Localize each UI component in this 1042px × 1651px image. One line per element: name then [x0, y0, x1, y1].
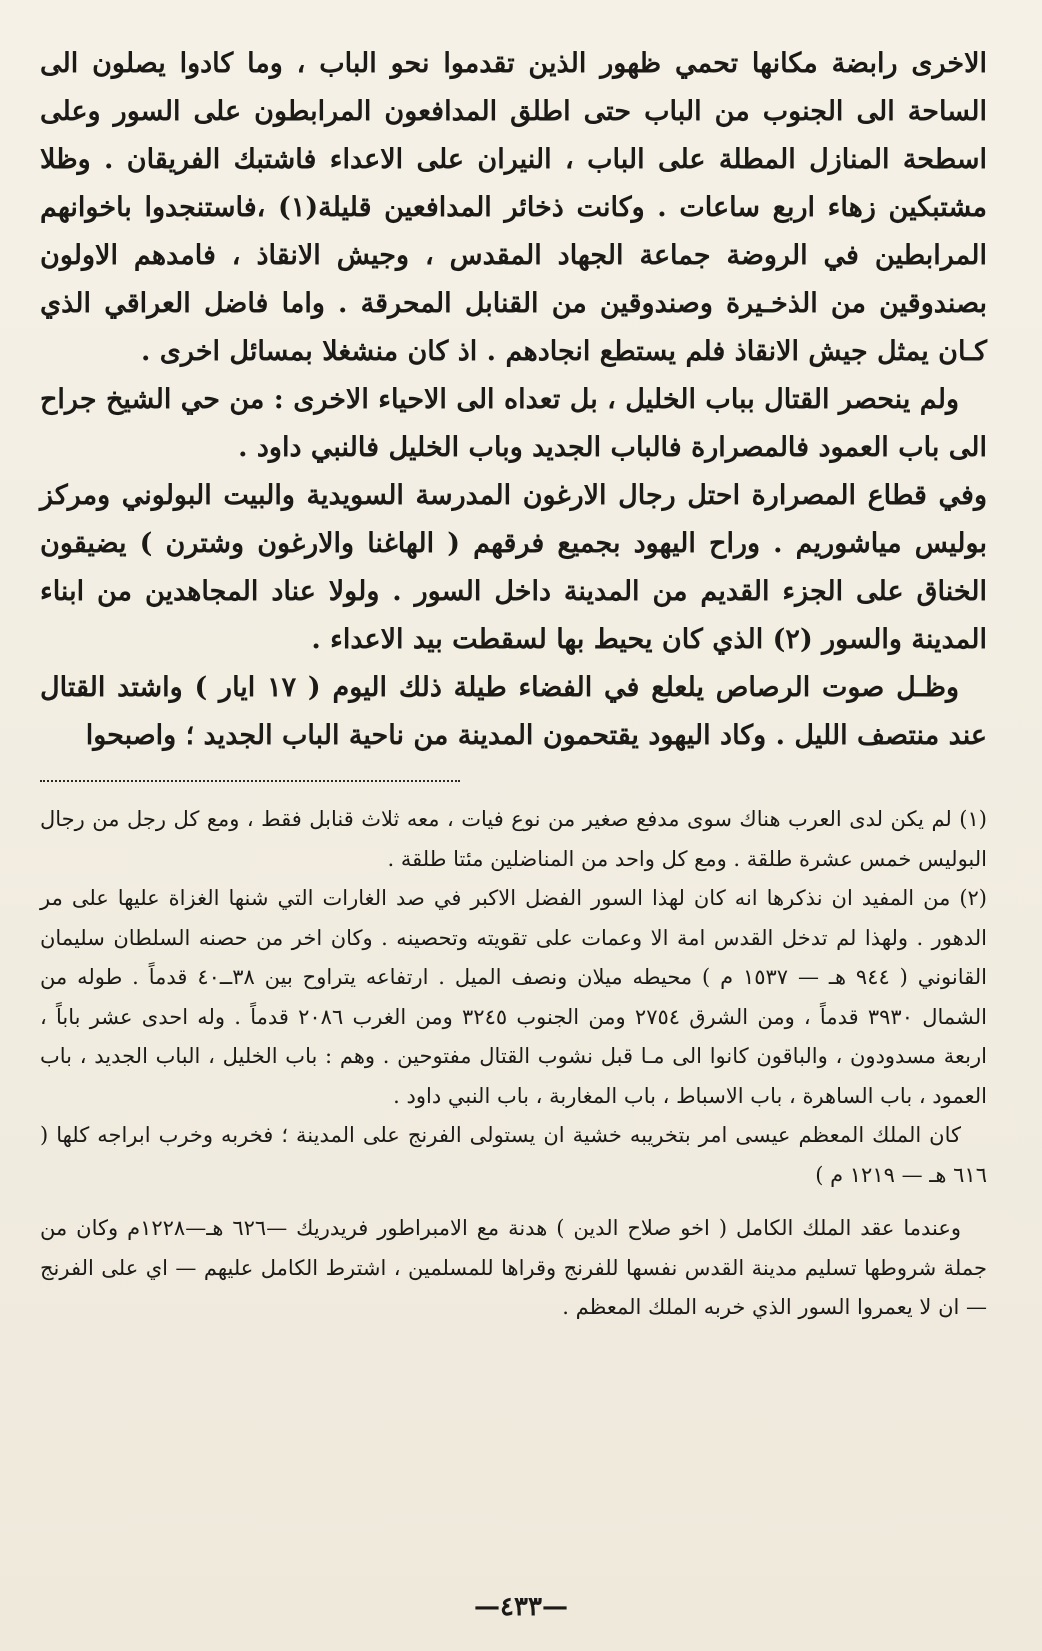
- footnote-1: (١) لم يكن لدى العرب هناك سوى مدفع صغير من نوع فيات ، معه ثلاث قنابل فقط ، ومع كل رجل من رجال البوليس خمس عشرة طلقة . ومع كل واحد من المناضلين مئتا طلقة .: [40, 807, 987, 871]
- paragraph-2: ولم ينحصر القتال بباب الخليل ، بل تعداه الى الاحياء الاخرى : من حي الشيخ جراح الى باب العمود فالمصرارة فالباب الجديد وباب الخليل فالنبي داود .: [40, 384, 987, 463]
- footnote-2: (٢) من المفيد ان نذكرها انه كان لهذا السور الفضل الاكبر في صد الغارات التي شنها الغزاة عليها على مر الدهور . ولهذا لم تدخل القدس امة الا وعمات على تقويته وتحصينه . وكان اخر من حصنه السلطان سليمان القانوني ( ٩٤٤ هـ — ١٥٣٧ م ) محيطه ميلان ونصف الميل . ارتفاعه يتراوح بين ٣٨ــ٤٠ قدماً . طوله من الشمال ٣٩٣٠ قدماً ، ومن الشرق ٢٧٥٤ ومن الجنوب ٣٢٤٥ ومن الغرب ٢٠٨٦ قدماً . وله احدى عشر باباً ، اربعة مسدودون ، والباقون كانوا الى مـا قبل نشوب القتال مفتوحين . وهم : باب الخليل ، الباب الجديد ، باب العمود ، باب الساهرة ، باب الاسباط ، باب المغاربة ، باب النبي داود .: [40, 886, 987, 1108]
- paragraph-4: وظـل صوت الرصاص يلعلع في الفضاء طيلة ذلك اليوم ( ١٧ ايار ) واشتد القتال عند منتصف الليل . وكاد اليهود يقتحمون المدينة من ناحية الباب الجديد ؛ واصبحوا: [40, 672, 987, 751]
- main-text: [40, 40, 987, 760]
- paragraph-3: وفي قطاع المصرارة احتل رجال الارغون المدرسة السويدية والبيت البولوني ومركز بوليس مياشوريم . وراح اليهود بجميع فرقهم ( الهاغنا والارغون وشترن ) يضيقون الخناق على الجزء القديم من المدينة داخل السور . ولولا عناد المجاهدين من ابناء المدينة والسور (٢) الذي كان يحيط بها لسقطت بيد الاعداء .: [40, 480, 987, 655]
- footnote-2-continuation-1: كان الملك المعظم عيسى امر بتخريبه خشية ان يستولى الفرنج على المدينة ؛ فخربه وخرب ابراجه كلها ( ٦١٦ هـ — ١٢١٩ م ): [40, 1123, 987, 1187]
- footnote-gap: [40, 1195, 987, 1209]
- footnote-separator: [40, 780, 460, 782]
- paragraph-1: الاخرى رابضة مكانها تحمي ظهور الذين تقدموا نحو الباب ، وما كادوا يصلون الى الساحة الى الجنوب من الباب حتى اطلق المدافعون المرابطون على السور وعلى اسطحة المنازل المطلة على الباب ، النيران على الاعداء فاشتبك الفريقان . وظلا مشتبكين زهاء اربع ساعات . وكانت ذخائر المدافعين قليلة(١) ،فاستنجدوا باخوانهم المرابطين في الروضة جماعة الجهاد المقدس ، وجيش الانقاذ ، فامدهم الاولون بصندوقين من الذخـيرة وصندوقين من القنابل المحرقة . واما فاضل العراقي الذي كـان يمثل جيش الانقاذ فلم يستطع انجادهم . اذ كان منشغلا بمسائل اخرى .: [40, 48, 987, 367]
- page-number: —٤٣٣—: [474, 1592, 568, 1622]
- footnote-2-continuation-2: وعندما عقد الملك الكامل ( اخو صلاح الدين ) هدنة مع الامبراطور فريدريك —٦٢٦ هـ—١٢٢٨م وكان من جملة شروطها تسليم مدينة القدس نفسها للفرنج وقراها للمسلمين ، اشترط الكامل عليهم — اي على الفرنج — ان لا يعمروا السور الذي خربه الملك المعظم .: [40, 1216, 987, 1319]
- footnotes: [40, 800, 987, 1328]
